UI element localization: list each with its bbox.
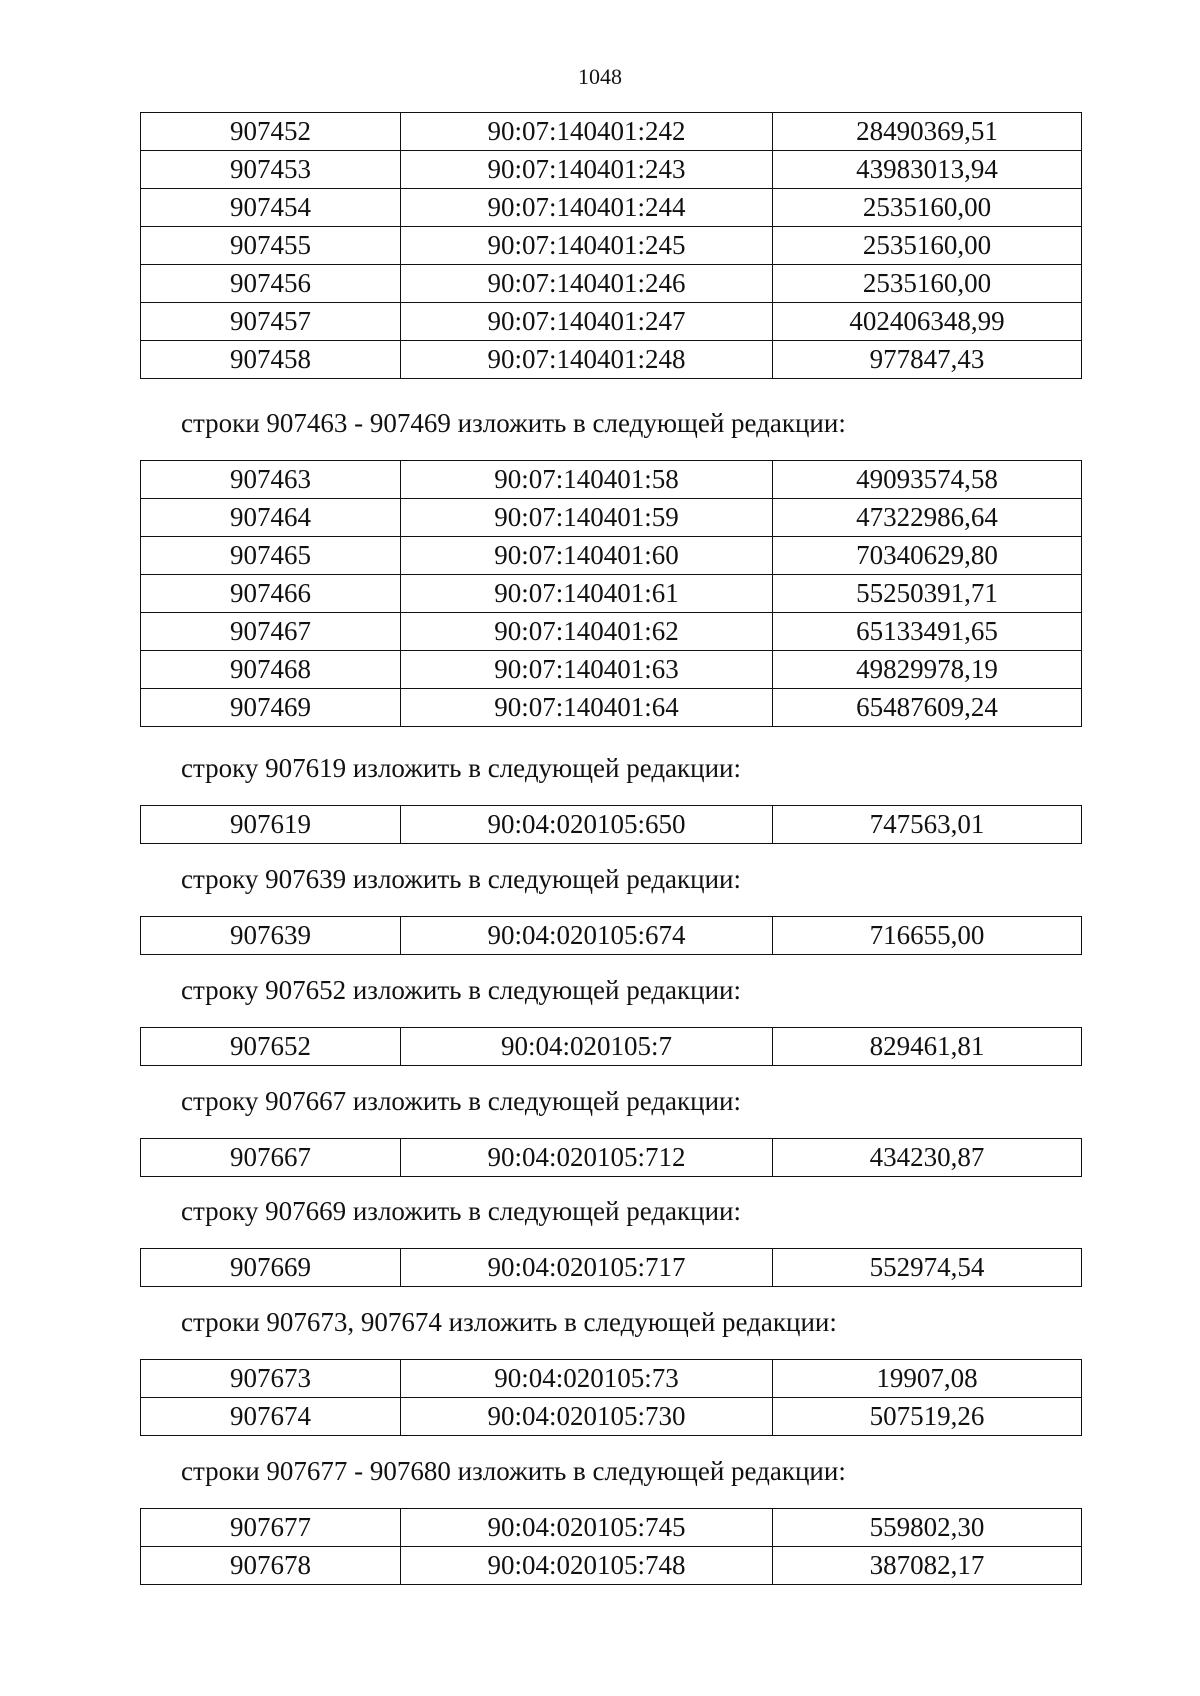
row-number-cell: 907455 bbox=[141, 227, 401, 265]
row-number-cell: 907458 bbox=[141, 341, 401, 379]
value-cell: 70340629,80 bbox=[773, 537, 1082, 575]
cadastral-number-cell: 90:04:020105:717 bbox=[401, 1249, 773, 1287]
table-row bbox=[141, 303, 1082, 341]
row-number-cell: 907619 bbox=[141, 806, 401, 844]
cadastral-number-cell: 90:04:020105:650 bbox=[401, 806, 773, 844]
row-number-cell: 907465 bbox=[141, 537, 401, 575]
registry-table bbox=[140, 916, 1082, 955]
amendment-instruction: строку 907652 изложить в следующей редакции: bbox=[181, 975, 742, 1005]
registry-table bbox=[140, 1027, 1082, 1066]
row-number-cell: 907453 bbox=[141, 151, 401, 189]
amendment-instruction: строку 907619 изложить в следующей редакции: bbox=[181, 753, 742, 783]
table-row bbox=[141, 537, 1082, 575]
value-cell: 402406348,99 bbox=[773, 303, 1082, 341]
value-cell: 716655,00 bbox=[773, 917, 1082, 955]
cadastral-number-cell: 90:07:140401:64 bbox=[401, 689, 773, 727]
cadastral-number-cell: 90:04:020105:7 bbox=[401, 1028, 773, 1066]
row-number-cell: 907678 bbox=[141, 1547, 401, 1585]
cadastral-number-cell: 90:07:140401:59 bbox=[401, 499, 773, 537]
cadastral-number-cell: 90:07:140401:62 bbox=[401, 613, 773, 651]
table-row bbox=[141, 113, 1082, 151]
cadastral-number-cell: 90:07:140401:243 bbox=[401, 151, 773, 189]
table-row bbox=[141, 499, 1082, 537]
value-cell: 49093574,58 bbox=[773, 461, 1082, 499]
amendment-instruction: строки 907673, 907674 изложить в следующей редакции: bbox=[181, 1307, 837, 1337]
value-cell: 977847,43 bbox=[773, 341, 1082, 379]
table-row bbox=[141, 651, 1082, 689]
registry-table bbox=[140, 1138, 1082, 1177]
value-cell: 747563,01 bbox=[773, 806, 1082, 844]
table-row bbox=[141, 689, 1082, 727]
cadastral-number-cell: 90:07:140401:58 bbox=[401, 461, 773, 499]
row-number-cell: 907673 bbox=[141, 1360, 401, 1398]
row-number-cell: 907677 bbox=[141, 1509, 401, 1547]
row-number-cell: 907652 bbox=[141, 1028, 401, 1066]
cadastral-number-cell: 90:07:140401:245 bbox=[401, 227, 773, 265]
row-number-cell: 907639 bbox=[141, 917, 401, 955]
table-row bbox=[141, 575, 1082, 613]
cadastral-number-cell: 90:07:140401:246 bbox=[401, 265, 773, 303]
table-row bbox=[141, 189, 1082, 227]
row-number-cell: 907667 bbox=[141, 1139, 401, 1177]
row-number-cell: 907469 bbox=[141, 689, 401, 727]
table-row bbox=[141, 227, 1082, 265]
value-cell: 2535160,00 bbox=[773, 265, 1082, 303]
value-cell: 559802,30 bbox=[773, 1509, 1082, 1547]
table-row bbox=[141, 806, 1082, 844]
amendment-instruction: строки 907677 - 907680 изложить в следующей редакции: bbox=[181, 1456, 846, 1486]
table-row bbox=[141, 1028, 1082, 1066]
value-cell: 28490369,51 bbox=[773, 113, 1082, 151]
table-row bbox=[141, 1509, 1082, 1547]
table-row bbox=[141, 917, 1082, 955]
cadastral-number-cell: 90:04:020105:730 bbox=[401, 1398, 773, 1436]
cadastral-number-cell: 90:07:140401:244 bbox=[401, 189, 773, 227]
row-number-cell: 907457 bbox=[141, 303, 401, 341]
table-row bbox=[141, 1547, 1082, 1585]
value-cell: 387082,17 bbox=[773, 1547, 1082, 1585]
cadastral-number-cell: 90:04:020105:745 bbox=[401, 1509, 773, 1547]
registry-table bbox=[140, 1359, 1082, 1436]
amendment-instruction: строку 907639 изложить в следующей редакции: bbox=[181, 864, 742, 894]
value-cell: 55250391,71 bbox=[773, 575, 1082, 613]
value-cell: 19907,08 bbox=[773, 1360, 1082, 1398]
value-cell: 2535160,00 bbox=[773, 227, 1082, 265]
row-number-cell: 907456 bbox=[141, 265, 401, 303]
table-row bbox=[141, 1139, 1082, 1177]
row-number-cell: 907468 bbox=[141, 651, 401, 689]
row-number-cell: 907669 bbox=[141, 1249, 401, 1287]
cadastral-number-cell: 90:07:140401:248 bbox=[401, 341, 773, 379]
row-number-cell: 907454 bbox=[141, 189, 401, 227]
cadastral-number-cell: 90:04:020105:73 bbox=[401, 1360, 773, 1398]
table-row bbox=[141, 341, 1082, 379]
row-number-cell: 907464 bbox=[141, 499, 401, 537]
cadastral-number-cell: 90:04:020105:712 bbox=[401, 1139, 773, 1177]
value-cell: 65133491,65 bbox=[773, 613, 1082, 651]
registry-table bbox=[140, 805, 1082, 844]
value-cell: 47322986,64 bbox=[773, 499, 1082, 537]
value-cell: 49829978,19 bbox=[773, 651, 1082, 689]
table-row bbox=[141, 1398, 1082, 1436]
table-row bbox=[141, 1249, 1082, 1287]
row-number-cell: 907452 bbox=[141, 113, 401, 151]
amendment-instruction: строку 907669 изложить в следующей редакции: bbox=[181, 1196, 742, 1226]
row-number-cell: 907463 bbox=[141, 461, 401, 499]
registry-table bbox=[140, 1508, 1082, 1585]
row-number-cell: 907467 bbox=[141, 613, 401, 651]
cadastral-number-cell: 90:07:140401:247 bbox=[401, 303, 773, 341]
cadastral-number-cell: 90:07:140401:63 bbox=[401, 651, 773, 689]
registry-table bbox=[140, 460, 1082, 727]
value-cell: 2535160,00 bbox=[773, 189, 1082, 227]
row-number-cell: 907674 bbox=[141, 1398, 401, 1436]
value-cell: 434230,87 bbox=[773, 1139, 1082, 1177]
table-row bbox=[141, 265, 1082, 303]
table-row bbox=[141, 1360, 1082, 1398]
cadastral-number-cell: 90:04:020105:748 bbox=[401, 1547, 773, 1585]
cadastral-number-cell: 90:07:140401:242 bbox=[401, 113, 773, 151]
cadastral-number-cell: 90:07:140401:60 bbox=[401, 537, 773, 575]
value-cell: 829461,81 bbox=[773, 1028, 1082, 1066]
value-cell: 43983013,94 bbox=[773, 151, 1082, 189]
row-number-cell: 907466 bbox=[141, 575, 401, 613]
value-cell: 507519,26 bbox=[773, 1398, 1082, 1436]
cadastral-number-cell: 90:04:020105:674 bbox=[401, 917, 773, 955]
registry-table bbox=[140, 112, 1082, 379]
value-cell: 552974,54 bbox=[773, 1249, 1082, 1287]
cadastral-number-cell: 90:07:140401:61 bbox=[401, 575, 773, 613]
table-row bbox=[141, 461, 1082, 499]
amendment-instruction: строку 907667 изложить в следующей редакции: bbox=[181, 1086, 742, 1116]
table-row bbox=[141, 613, 1082, 651]
amendment-instruction: строки 907463 - 907469 изложить в следующей редакции: bbox=[181, 408, 846, 438]
registry-table bbox=[140, 1248, 1082, 1287]
table-row bbox=[141, 151, 1082, 189]
page-number: 1048 bbox=[578, 64, 622, 89]
value-cell: 65487609,24 bbox=[773, 689, 1082, 727]
